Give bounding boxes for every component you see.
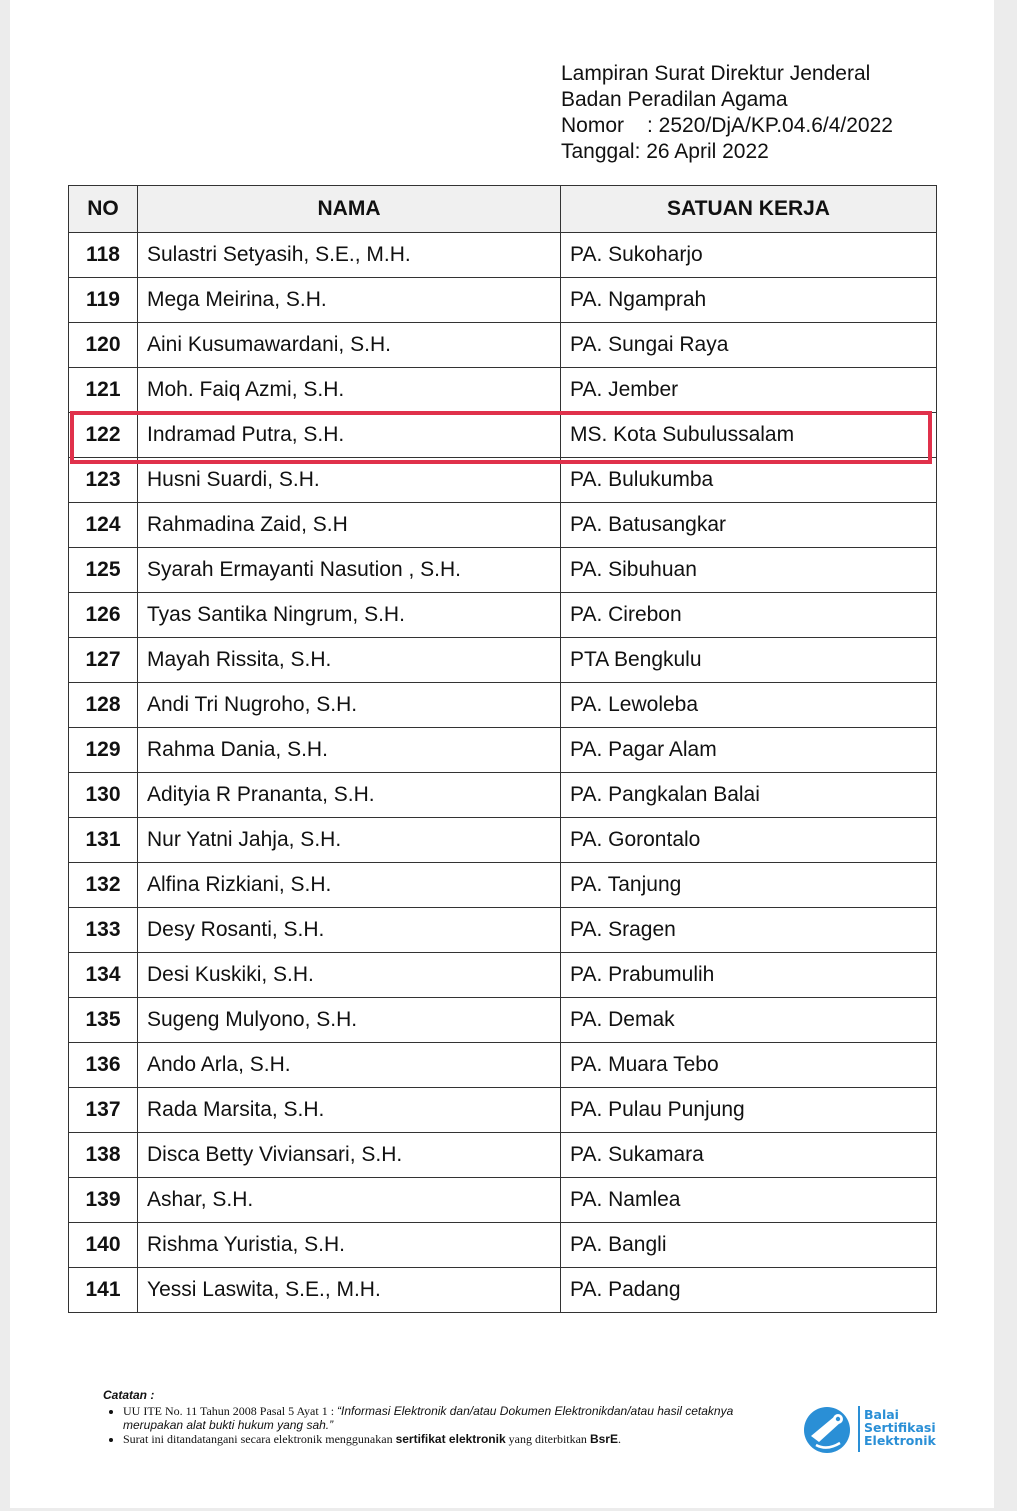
- cell-no: 131: [69, 818, 138, 863]
- column-header-satuan-kerja: SATUAN KERJA: [561, 186, 937, 233]
- header-line-agency: Badan Peradilan Agama: [561, 88, 788, 111]
- note-signature-bsre: BsrE: [589, 1432, 618, 1446]
- header-line-title: Lampiran Surat Direktur Jenderal: [561, 62, 871, 85]
- cell-satuan-kerja: PA. Sukamara: [561, 1133, 937, 1178]
- cell-nama: Aini Kusumawardani, S.H.: [138, 323, 561, 368]
- cell-nama: Sugeng Mulyono, S.H.: [138, 998, 561, 1043]
- cell-nama: Yessi Laswita, S.E., M.H.: [138, 1268, 561, 1313]
- nomor-value: : 2520/DjA/KP.04.6/4/2022: [647, 114, 893, 137]
- table-row: [69, 1178, 937, 1223]
- table-row: [69, 593, 937, 638]
- cell-no: 135: [69, 998, 138, 1043]
- note-uu-ite-quote: “Informasi Elektronik dan/atau Dokumen Elektronikdan/atau hasil cetaknya merupakan alat bukti hukum yang sah.”: [123, 1404, 734, 1432]
- note-item-signature: [123, 1432, 783, 1446]
- note-signature-cert: sertifikat elektronik: [395, 1432, 506, 1446]
- document-page: [10, 0, 994, 1508]
- table-row: [69, 1133, 937, 1178]
- cell-nama: Desy Rosanti, S.H.: [138, 908, 561, 953]
- cell-nama: Nur Yatni Jahja, S.H.: [138, 818, 561, 863]
- table-row: [69, 503, 937, 548]
- letter-header: [561, 61, 893, 165]
- cell-nama: Rishma Yuristia, S.H.: [138, 1223, 561, 1268]
- cell-nama: Moh. Faiq Azmi, S.H.: [138, 368, 561, 413]
- table-row: [69, 728, 937, 773]
- table-row: [69, 1268, 937, 1313]
- cell-satuan-kerja: PA. Pangkalan Balai: [561, 773, 937, 818]
- logo-divider: [858, 1406, 860, 1452]
- table-row: [69, 323, 937, 368]
- cell-satuan-kerja: PA. Cirebon: [561, 593, 937, 638]
- table-row: [69, 908, 937, 953]
- cell-no: 120: [69, 323, 138, 368]
- table-row: [69, 683, 937, 728]
- table-row: [69, 1088, 937, 1133]
- cell-satuan-kerja: PA. Bangli: [561, 1223, 937, 1268]
- cell-no: 118: [69, 233, 138, 278]
- table-row: [69, 773, 937, 818]
- logo-line-sertifikasi: Sertifikasi: [864, 1420, 936, 1435]
- table-row: [69, 638, 937, 683]
- bsre-logo-text: [864, 1408, 936, 1447]
- cell-no: 121: [69, 368, 138, 413]
- cell-nama: Indramad Putra, S.H.: [138, 413, 561, 458]
- nomor-label: Nomor: [561, 114, 625, 137]
- cell-no: 119: [69, 278, 138, 323]
- cell-satuan-kerja: PA. Pulau Punjung: [561, 1088, 937, 1133]
- cell-satuan-kerja: PA. Muara Tebo: [561, 1043, 937, 1088]
- cell-no: 126: [69, 593, 138, 638]
- cell-satuan-kerja: PA. Padang: [561, 1268, 937, 1313]
- tanggal-value: : 26 April 2022: [634, 140, 769, 163]
- note-signature-text: Surat ini ditandatangani secara elektronik menggunakan: [123, 1432, 396, 1446]
- cell-nama: Mega Meirina, S.H.: [138, 278, 561, 323]
- table-row: [69, 863, 937, 908]
- cell-nama: Mayah Rissita, S.H.: [138, 638, 561, 683]
- table-row: [69, 548, 937, 593]
- cell-no: 124: [69, 503, 138, 548]
- cell-no: 140: [69, 1223, 138, 1268]
- table-row: [69, 1223, 937, 1268]
- cell-no: 137: [69, 1088, 138, 1133]
- cell-satuan-kerja: PA. Bulukumba: [561, 458, 937, 503]
- table-header-row: [69, 186, 937, 233]
- note-signature-middle: yang diterbitkan: [505, 1432, 590, 1446]
- cell-nama: Disca Betty Viviansari, S.H.: [138, 1133, 561, 1178]
- cell-no: 134: [69, 953, 138, 998]
- roster-table: [68, 185, 937, 1313]
- cell-no: 128: [69, 683, 138, 728]
- column-header-nama: NAMA: [138, 186, 561, 233]
- cell-satuan-kerja: PA. Namlea: [561, 1178, 937, 1223]
- cell-satuan-kerja: PA. Tanjung: [561, 863, 937, 908]
- cell-nama: Desi Kuskiki, S.H.: [138, 953, 561, 998]
- header-line-tanggal: [561, 139, 893, 165]
- cell-no: 122: [69, 413, 138, 458]
- cell-satuan-kerja: PA. Gorontalo: [561, 818, 937, 863]
- cell-satuan-kerja: PA. Sibuhuan: [561, 548, 937, 593]
- note-signature-end: .: [617, 1432, 621, 1446]
- table-row: [69, 998, 937, 1043]
- cell-satuan-kerja: PA. Sungai Raya: [561, 323, 937, 368]
- cell-no: 125: [69, 548, 138, 593]
- bsre-logo-icon: [802, 1405, 852, 1455]
- cell-nama: Andi Tri Nugroho, S.H.: [138, 683, 561, 728]
- table-row: [69, 278, 937, 323]
- cell-no: 132: [69, 863, 138, 908]
- table-row: [69, 368, 937, 413]
- cell-satuan-kerja: PA. Lewoleba: [561, 683, 937, 728]
- column-header-no: NO: [69, 186, 138, 233]
- table-row: [69, 413, 937, 458]
- cell-nama: Husni Suardi, S.H.: [138, 458, 561, 503]
- cell-satuan-kerja: PA. Prabumulih: [561, 953, 937, 998]
- logo-line-balai: Balai: [864, 1407, 899, 1422]
- cell-satuan-kerja: PTA Bengkulu: [561, 638, 937, 683]
- cell-no: 123: [69, 458, 138, 503]
- cell-nama: Rahma Dania, S.H.: [138, 728, 561, 773]
- cell-satuan-kerja: PA. Ngamprah: [561, 278, 937, 323]
- cell-satuan-kerja: PA. Jember: [561, 368, 937, 413]
- cell-nama: Adityia R Prananta, S.H.: [138, 773, 561, 818]
- logo-line-elektronik: Elektronik: [864, 1433, 936, 1448]
- note-item-uu-ite: [123, 1404, 783, 1432]
- notes-list: [103, 1404, 783, 1446]
- table-row: [69, 458, 937, 503]
- header-line-nomor: [561, 113, 893, 139]
- cell-satuan-kerja: PA. Demak: [561, 998, 937, 1043]
- footer-notes: [103, 1388, 783, 1446]
- note-uu-ite-text: UU ITE No. 11 Tahun 2008 Pasal 5 Ayat 1 :: [123, 1404, 338, 1418]
- cell-no: 136: [69, 1043, 138, 1088]
- cell-nama: Ando Arla, S.H.: [138, 1043, 561, 1088]
- cell-nama: Tyas Santika Ningrum, S.H.: [138, 593, 561, 638]
- cell-satuan-kerja: PA. Pagar Alam: [561, 728, 937, 773]
- cell-nama: Ashar, S.H.: [138, 1178, 561, 1223]
- cell-no: 130: [69, 773, 138, 818]
- cell-satuan-kerja: MS. Kota Subulussalam: [561, 413, 937, 458]
- cell-no: 127: [69, 638, 138, 683]
- cell-no: 129: [69, 728, 138, 773]
- cell-satuan-kerja: PA. Batusangkar: [561, 503, 937, 548]
- cell-nama: Syarah Ermayanti Nasution , S.H.: [138, 548, 561, 593]
- cell-no: 138: [69, 1133, 138, 1178]
- table-row: [69, 818, 937, 863]
- cell-satuan-kerja: PA. Sukoharjo: [561, 233, 937, 278]
- cell-nama: Sulastri Setyasih, S.E., M.H.: [138, 233, 561, 278]
- cell-no: 139: [69, 1178, 138, 1223]
- cell-nama: Rahmadina Zaid, S.H: [138, 503, 561, 548]
- cell-no: 133: [69, 908, 138, 953]
- cell-no: 141: [69, 1268, 138, 1313]
- cell-nama: Rada Marsita, S.H.: [138, 1088, 561, 1133]
- cell-satuan-kerja: PA. Sragen: [561, 908, 937, 953]
- table-body: [69, 233, 937, 1313]
- notes-title: Catatan :: [103, 1388, 155, 1402]
- table-row: [69, 953, 937, 998]
- bsre-logo: [802, 1402, 942, 1456]
- table-row: [69, 233, 937, 278]
- table-row: [69, 1043, 937, 1088]
- cell-nama: Alfina Rizkiani, S.H.: [138, 863, 561, 908]
- tanggal-label: Tanggal: [561, 140, 635, 163]
